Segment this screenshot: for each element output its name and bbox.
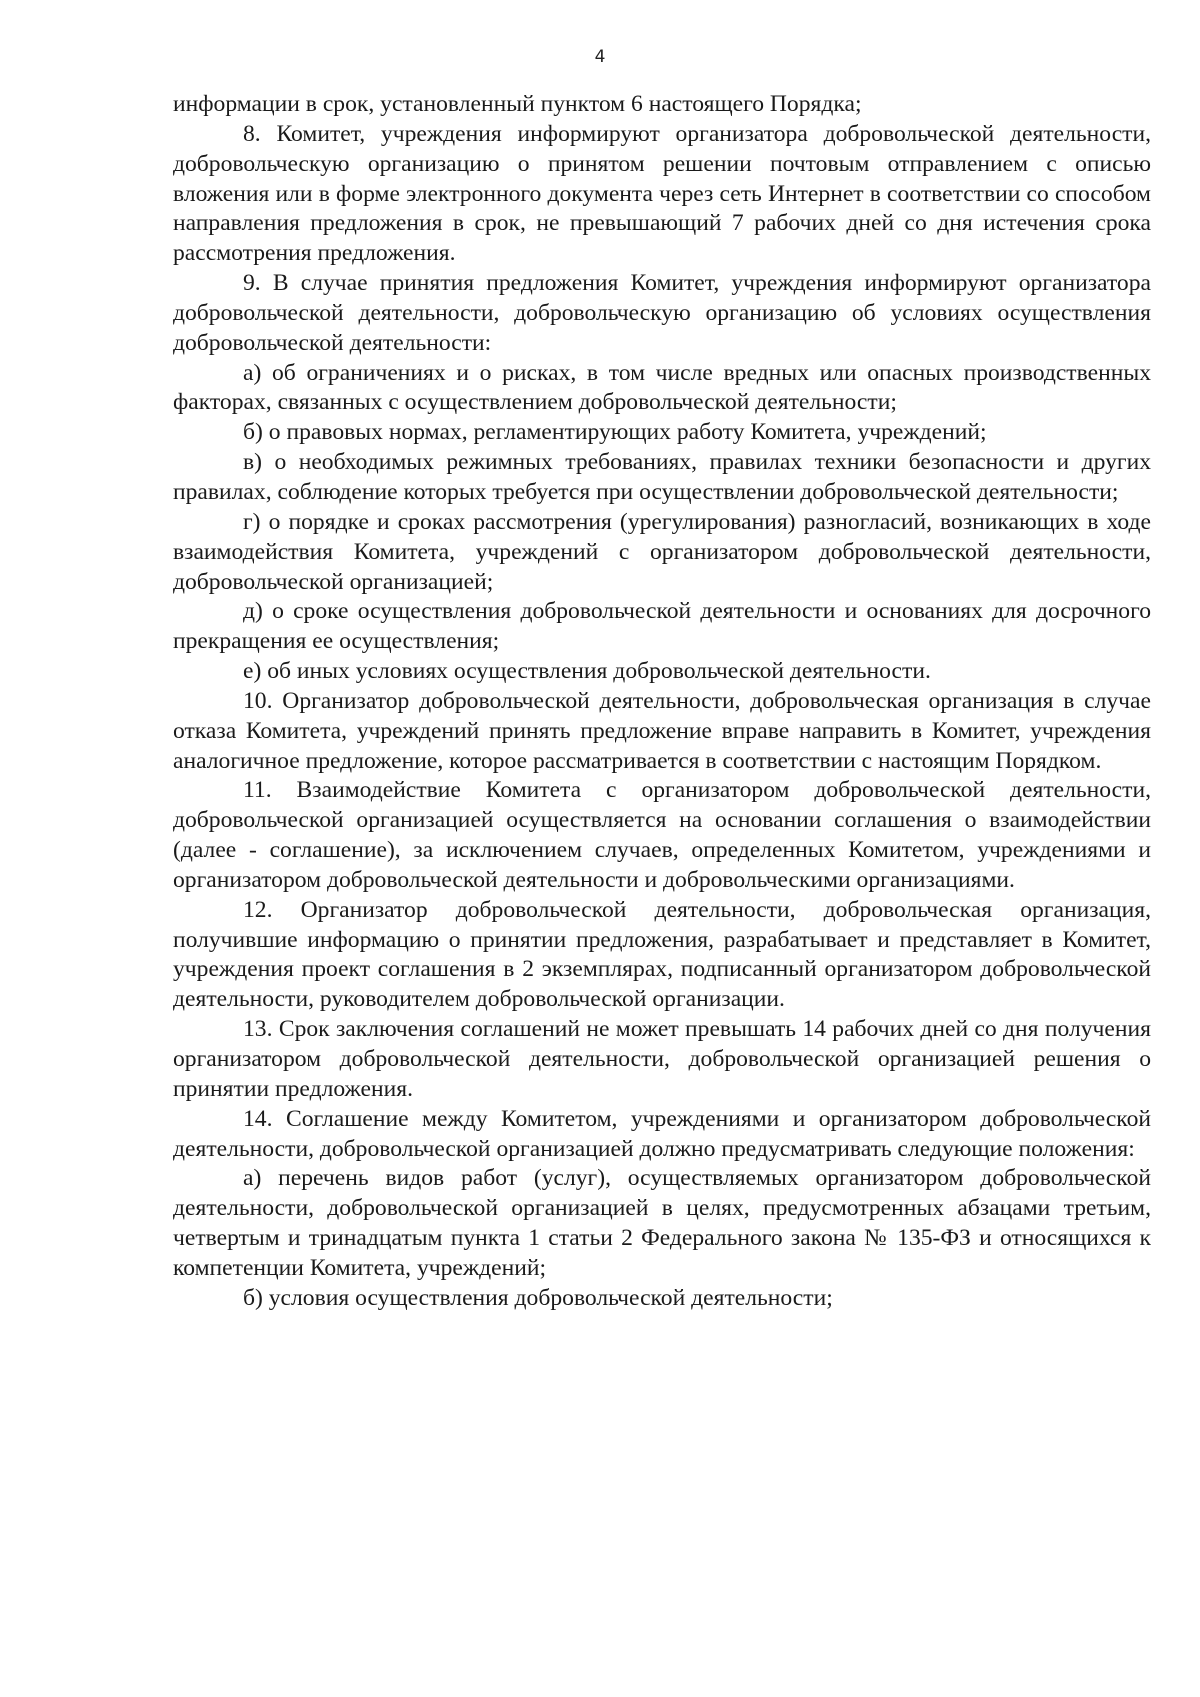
- subitem-9-b: б) о правовых нормах, регламентирующих работу Комитета, учреждений;: [243, 419, 987, 446]
- page-number: 4: [594, 47, 606, 67]
- paragraph-continuation: информации в срок, установленный пунктом 6 настоящего Порядка;: [173, 91, 862, 117]
- paragraph-item-10: 10. Организатор добровольческой деятельности, добровольческая организация в случае отказа Комитета, учреждений принять предложение вправе направить в Комитет, учреждения аналогичное предложение, которое рассматривается в соответствии с настоящим Порядком.: [173, 687, 1151, 774]
- subitem-9-a: а) об ограничениях и о рисках, в том числе вредных или опасных производственных факторах, связанных с осуществлением добровольческой деятельности;: [173, 359, 1151, 416]
- paragraph-item-14: 14. Соглашение между Комитетом, учреждениями и организатором добровольческой деятельности, добровольческой организацией должно предусматривать следующие положения:: [173, 1105, 1151, 1162]
- paragraph-item-13: 13. Срок заключения соглашений не может превышать 14 рабочих дней со дня получения организатором добровольческой деятельности, добровольческой организацией решения о принятии предложения.: [173, 1016, 1151, 1102]
- document-body: [173, 90, 1151, 1314]
- subitem-9-g: г) о порядке и сроках рассмотрения (урегулирования) разногласий, возникающих в ходе взаимодействия Комитета, учреждений с организатором добровольческой деятельности, добровольческой организацией;: [173, 508, 1151, 595]
- subitem-9-e: е) об иных условиях осуществления добровольческой деятельности.: [243, 658, 931, 685]
- subitem-14-b: б) условия осуществления добровольческой деятельности;: [243, 1284, 833, 1311]
- paragraph-item-11: 11. Взаимодействие Комитета с организатором добровольческой деятельности, добровольческой организацией осуществляется на основании соглашения о взаимодействии (далее - соглашение), за исключением случаев, определенных Комитетом, учреждениями и организатором добровольческой деятельности и добровольческими организациями.: [173, 777, 1151, 893]
- paragraph-item-12: 12. Организатор добровольческой деятельности, добровольческая организация, получившие информацию о принятии предложения, разрабатывает и представляет в Комитет, учреждения проект соглашения в 2 экземплярах, подписанный организатором добровольческой деятельности, руководителем добровольческой организации.: [173, 896, 1151, 1013]
- subitem-9-d: д) о сроке осуществления добровольческой деятельности и основаниях для досрочного прекращения ее осуществления;: [173, 598, 1151, 655]
- subitem-9-v: в) о необходимых режимных требованиях, правилах техники безопасности и других правилах, соблюдение которых требуется при осуществлении добровольческой деятельности;: [173, 449, 1151, 505]
- subitem-14-a: а) перечень видов работ (услуг), осуществляемых организатором добровольческой деятельности, добровольческой организацией в целях, предусмотренных абзацами третьим, четвертым и тринадцатым пункта 1 статьи 2 Федерального закона № 135-ФЗ и относящихся к компетенции Комитета, учреждений;: [173, 1165, 1151, 1281]
- paragraph-item-9: 9. В случае принятия предложения Комитет, учреждения информируют организатора добровольческой деятельности, добровольческую организацию об условиях осуществления добровольческой деятельности:: [173, 270, 1151, 356]
- paragraph-item-8: 8. Комитет, учреждения информируют организатора добровольческой деятельности, добровольческую организацию о принятом решении почтовым отправлением с описью вложения или в форме электронного документа через сеть Интернет в соответствии со способом направления предложения в срок, не превышающий 7 рабочих дней со дня истечения срока рассмотрения предложения.: [173, 120, 1151, 267]
